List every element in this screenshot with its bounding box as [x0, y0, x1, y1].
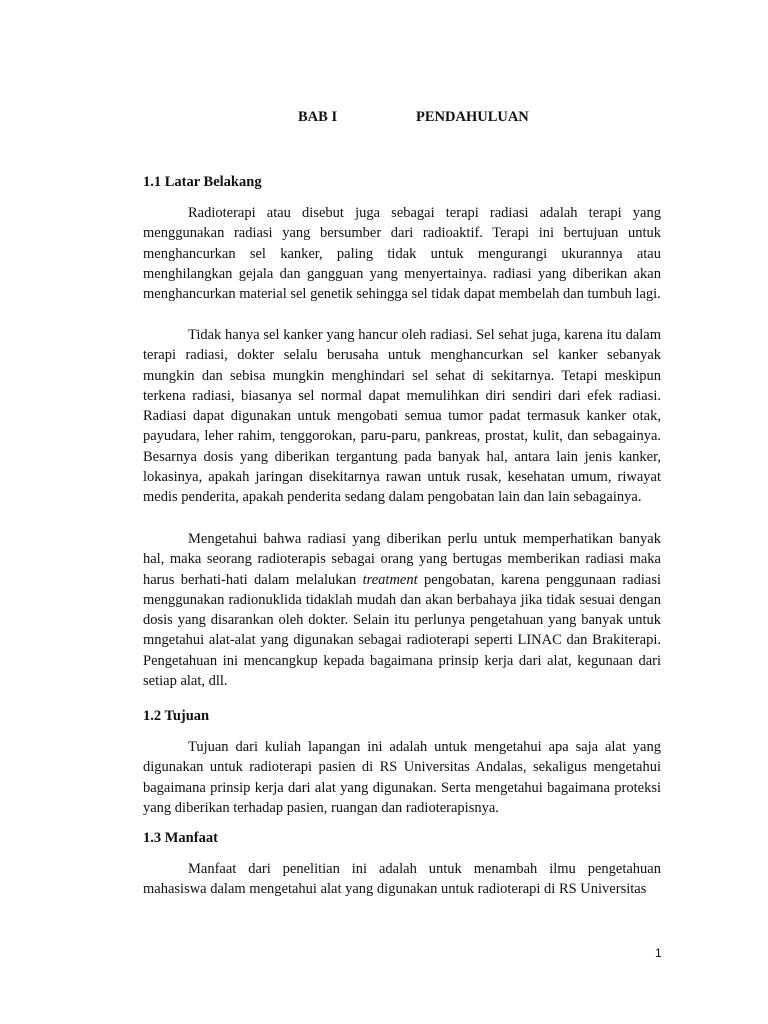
page-number: 1 — [655, 946, 662, 960]
section-heading-tujuan: 1.2 Tujuan — [143, 708, 210, 724]
section-heading-latar-belakang: 1.1 Latar Belakang — [143, 174, 262, 190]
paragraph-latar-belakang-2: Tidak hanya sel kanker yang hancur oleh radiasi. Sel sehat juga, karena itu dalam terapi radiasi, dokter selalu berusaha untuk menghancurkan sel kanker sebanyak mungkin dan sebisa mungkin menghindari sel sehat di sekitarnya. Tetapi meskipun terkena radiasi, biasanya sel normal dapat memulihkan diri sendiri dari efek radiasi. Radiasi dapat digunakan untuk mengobati semua tumor padat termasuk kanker otak, payudara, leher rahim, tenggorokan, paru-paru, pankreas, prostat, kulit, dan sebagainya. Besarnya dosis yang diberikan tergantung pada banyak hal, antara lain jenis kanker, lokasinya, apakah jaringan disekitarnya rawan untuk rusak, kesehatan umum, riwayat medis penderita, apakah penderita sedang dalam pengobatan lain dan lain sebagainya. — [143, 327, 661, 506]
paragraph-text: pengobatan, karena penggunaan radiasi menggunakan radionuklida tidaklah mudah dan akan berbahaya jika tidak sesuai dengan dosis yang disarankan oleh dokter. Selain itu perlunya pengetahuan yang banyak untuk mngetahui alat-alat yang digunakan sebagai radioterapi seperti LINAC dan Brakiterapi. Pengetahuan ini mencangkup kepada bagaimana prinsip kerja dari alat, kegunaan dari setiap alat, dll. — [143, 571, 661, 690]
section-heading-manfaat: 1.3 Manfaat — [143, 830, 218, 846]
italic-term: treatment — [362, 571, 418, 588]
paragraph-latar-belakang-3 — [143, 529, 661, 691]
paragraph-tujuan: Tujuan dari kuliah lapangan ini adalah untuk mengetahui apa saja alat yang digunakan untuk radioterapi pasien di RS Universitas Andalas, sekaligus mengetahui bagaimana prinsip kerja dari alat yang digunakan. Serta mengetahui bagaimana proteksi yang diberikan terhadap pasien, ruangan dan radioterapisnya. — [143, 739, 661, 816]
chapter-title: PENDAHULUAN — [416, 109, 529, 125]
chapter-number: BAB I — [298, 109, 338, 125]
paragraph-text: Mengetahui bahwa radiasi yang diberikan perlu untuk memperhatikan banyak hal, maka seorang radioterapis sebagai orang yang bertugas memberikan radiasi maka harus berhati-hati dalam melalukan — [143, 531, 661, 588]
paragraph-manfaat: Manfaat dari penelitian ini adalah untuk menambah ilmu pengetahuan mahasiswa dalam mengetahui alat yang digunakan untuk radioterapi di RS Universitas — [143, 861, 661, 898]
paragraph-latar-belakang-1: Radioterapi atau disebut juga sebagai terapi radiasi adalah terapi yang menggunakan radiasi yang bersumber dari radioaktif. Terapi ini bertujuan untuk menghancurkan sel kanker, paling tidak untuk mengurangi ukurannya atau menghilangkan gejala dan gangguan yang menyertainya. radiasi yang diberikan akan menghancurkan material sel genetik sehingga sel tidak dapat membelah dan tumbuh lagi. — [143, 205, 661, 303]
